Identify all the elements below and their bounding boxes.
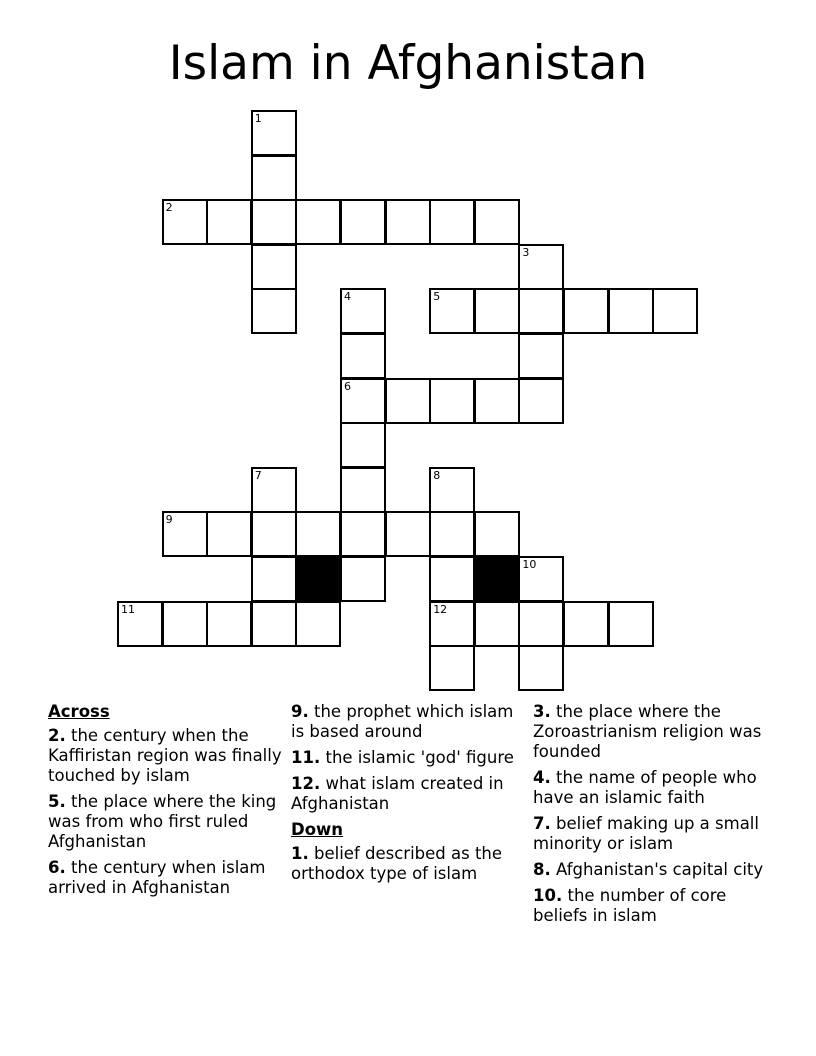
- grid-cell[interactable]: [385, 378, 431, 424]
- grid-cell[interactable]: [340, 199, 386, 245]
- grid-cell[interactable]: [518, 378, 564, 424]
- grid-cell[interactable]: [429, 511, 475, 557]
- clue-number: 4: [344, 290, 351, 304]
- clues-column-3: [533, 702, 773, 932]
- clue-across-9: 9. the prophet which islam is based around: [291, 702, 514, 741]
- clue-number: 10: [522, 558, 537, 571]
- clue-down-8: 8. Afghanistan's capital city: [533, 860, 764, 879]
- grid-cell[interactable]: [518, 601, 564, 647]
- grid-cell[interactable]: [206, 199, 252, 245]
- grid-cell[interactable]: [162, 601, 208, 647]
- grid-cell[interactable]: [563, 288, 609, 334]
- grid-cell[interactable]: [251, 556, 297, 602]
- grid-cell[interactable]: [340, 378, 386, 424]
- grid-cell[interactable]: [206, 601, 252, 647]
- clue-number: 3: [522, 245, 530, 259]
- grid-cell[interactable]: [340, 288, 386, 334]
- grid-cell[interactable]: [251, 199, 297, 245]
- grid-cell[interactable]: [340, 333, 386, 379]
- grid-cell[interactable]: [518, 556, 564, 602]
- grid-cell[interactable]: [652, 288, 698, 334]
- clues-column-1: [48, 702, 286, 904]
- grid-cell[interactable]: [251, 110, 297, 156]
- black-square: [295, 556, 341, 602]
- grid-cell[interactable]: [518, 333, 564, 379]
- grid-cell[interactable]: [518, 244, 564, 290]
- clue-number: 8: [433, 468, 441, 482]
- clue-across-12: 12. what islam created in Afghanistan: [291, 774, 504, 813]
- grid-cell[interactable]: [340, 422, 386, 468]
- clue-across-11: 11. the islamic 'god' figure: [291, 748, 514, 767]
- clue-down-7: 7. belief making up a small minority or islam: [533, 814, 759, 853]
- grid-cell[interactable]: [117, 601, 163, 647]
- grid-cell[interactable]: [429, 288, 475, 334]
- grid-cell[interactable]: [474, 199, 520, 245]
- black-square: [474, 556, 520, 602]
- clue-down-3: 3. the place where the Zoroastrianism religion was founded: [533, 702, 762, 761]
- grid-cell[interactable]: [162, 199, 208, 245]
- grid-cell[interactable]: [206, 511, 252, 557]
- down-heading: Down: [291, 820, 344, 839]
- grid-cell[interactable]: [429, 601, 475, 647]
- grid-cell[interactable]: [251, 601, 297, 647]
- grid-cell[interactable]: [474, 378, 520, 424]
- clue-down-1: 1. belief described as the orthodox type of islam: [291, 844, 503, 883]
- grid-cell[interactable]: [429, 645, 475, 691]
- clue-number: 7: [254, 468, 262, 482]
- clue-down-10: 10. the number of core beliefs in islam: [533, 886, 727, 925]
- grid-cell[interactable]: [429, 467, 475, 513]
- grid-cell[interactable]: [251, 467, 297, 513]
- grid-cell[interactable]: [295, 199, 341, 245]
- clue-number: 1: [254, 112, 262, 125]
- clue-across-5: 5. the place where the king was from who first ruled Afghanistan: [48, 792, 277, 851]
- grid-cell[interactable]: [295, 601, 341, 647]
- grid-cell[interactable]: [251, 155, 297, 201]
- clue-number: 6: [344, 379, 351, 393]
- grid-cell[interactable]: [518, 288, 564, 334]
- grid-cell[interactable]: [474, 601, 520, 647]
- grid-cell[interactable]: [608, 601, 654, 647]
- grid-cell[interactable]: [295, 511, 341, 557]
- grid-cell[interactable]: [340, 556, 386, 602]
- grid-cell[interactable]: [162, 511, 208, 557]
- clue-down-4: 4. the name of people who have an islamic faith: [533, 768, 757, 807]
- clues-column-2: [291, 702, 517, 890]
- page-title: Islam in Afghanistan: [168, 36, 648, 91]
- across-heading: Across: [48, 702, 110, 721]
- clue-number: 2: [165, 201, 173, 215]
- clue-number: 5: [433, 290, 441, 304]
- grid-cell[interactable]: [563, 601, 609, 647]
- grid-cell[interactable]: [340, 467, 386, 513]
- grid-cell[interactable]: [608, 288, 654, 334]
- clue-across-6: 6. the century when islam arrived in Afghanistan: [48, 858, 266, 897]
- grid-cell[interactable]: [251, 244, 297, 290]
- grid-cell[interactable]: [429, 199, 475, 245]
- grid-cell[interactable]: [385, 511, 431, 557]
- grid-cell[interactable]: [429, 556, 475, 602]
- grid-cell[interactable]: [474, 511, 520, 557]
- grid-cell[interactable]: [251, 511, 297, 557]
- clue-number: 11: [121, 602, 135, 616]
- clue-number: 12: [433, 602, 448, 616]
- grid-cell[interactable]: [474, 288, 520, 334]
- grid-cell[interactable]: [251, 288, 297, 334]
- grid-cell[interactable]: [518, 645, 564, 691]
- grid-cell[interactable]: [340, 511, 386, 557]
- grid-cell[interactable]: [385, 199, 431, 245]
- grid-cell[interactable]: [429, 378, 475, 424]
- clue-number: 9: [165, 513, 173, 527]
- clue-across-2: 2. the century when the Kaffiristan region was finally touched by islam: [48, 726, 282, 785]
